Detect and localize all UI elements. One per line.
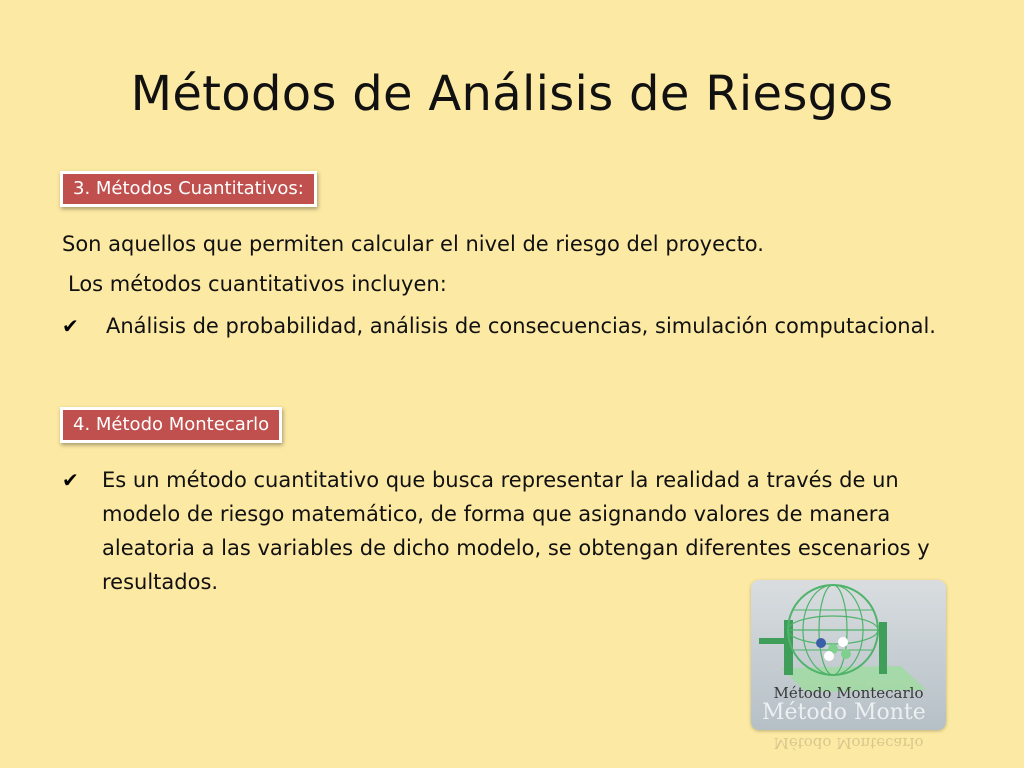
check-icon: ✔ xyxy=(62,314,79,338)
slide-title: Métodos de Análisis de Riesgos xyxy=(130,66,894,122)
image-caption: Método Montecarlo xyxy=(773,684,924,702)
image-reflection xyxy=(751,730,946,768)
image-overlay-text: Método Monte xyxy=(762,700,926,725)
check-icon: ✔ xyxy=(62,468,79,492)
bullet-text: Es un método cuantitativo que busca representar la realidad a través de un modelo de riesgo matemático, de forma que asignando valores de manera aleatoria a las variables de dicho modelo, se obtengan diferentes escenarios y resultados. xyxy=(102,468,930,594)
section-label-montecarlo: 4. Método Montecarlo xyxy=(60,407,282,443)
includes-paragraph: Los métodos cuantitativos incluyen: xyxy=(68,272,447,296)
intro-paragraph: Son aquellos que permiten calcular el nivel de riesgo del proyecto. xyxy=(62,232,764,256)
bullet-text: Análisis de probabilidad, análisis de consecuencias, simulación computacional. xyxy=(106,314,936,338)
bullet-item-montecarlo xyxy=(62,463,962,599)
reflection-caption: Método Montecarlo xyxy=(773,734,924,752)
section-label-quantitative: 3. Métodos Cuantitativos: xyxy=(60,171,317,207)
bullet-item-methods xyxy=(62,309,962,343)
